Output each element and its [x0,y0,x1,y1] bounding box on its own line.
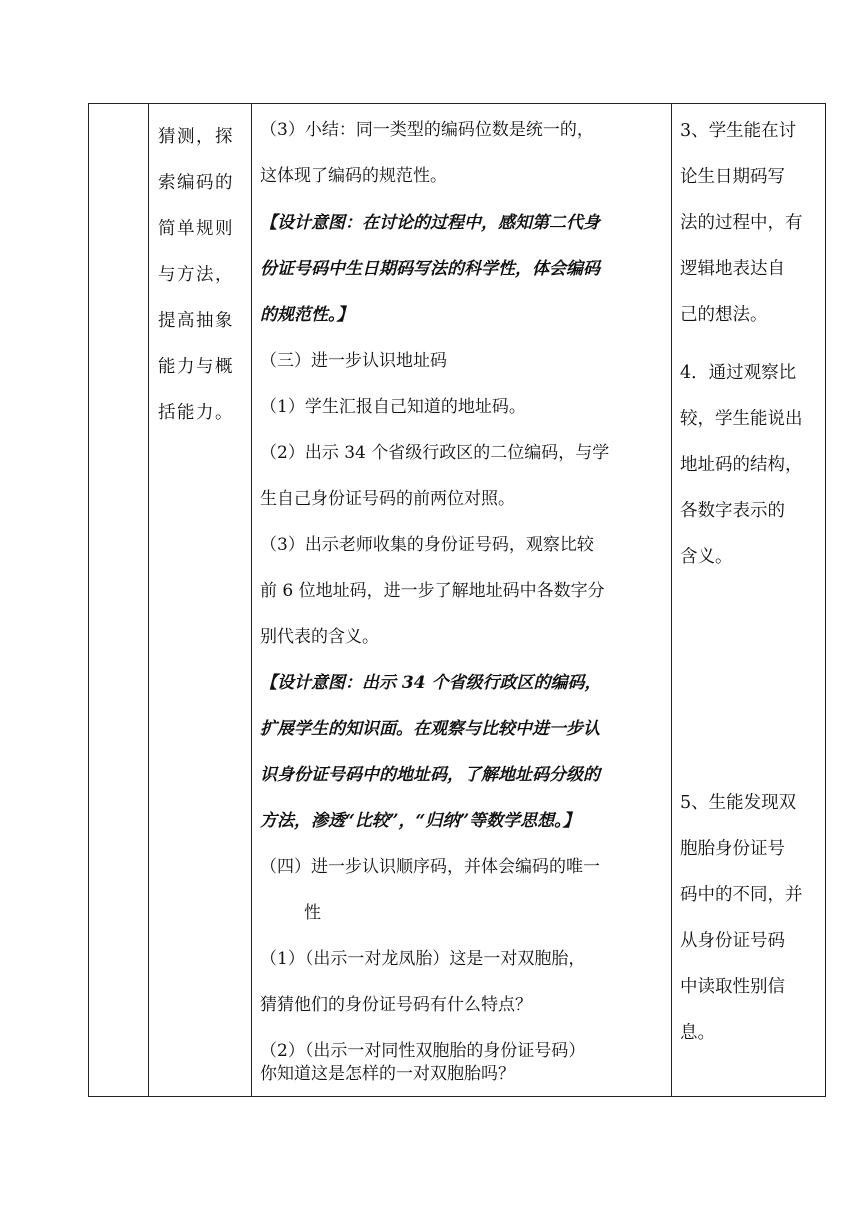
goal-line: 括能力。 [158,403,234,423]
goal-line: 与方法， [158,265,234,285]
step-line: （2）（出示一对同性双胞胎的身份证号码） [260,1041,586,1061]
evaluation-line: 5、生能发现双 [680,793,797,813]
design-intent-line: 的规范性。】 [260,305,354,325]
goal-column [149,104,252,1096]
step-line: 猜猜他们的身份证号码有什么特点？ [260,995,532,1015]
design-intent-line: 【设计意图：出示 34 个省级行政区的编码， [260,673,602,693]
evaluation-line: 己的想法。 [680,305,768,325]
design-intent-line: 份证号码中生日期码写法的科学性，体会编码 [260,259,600,279]
step-line: （3）出示老师收集的身份证号码，观察比较 [260,535,594,555]
evaluation-line: 各数字表示的 [680,501,785,521]
design-intent-line: 识身份证号码中的地址码，了解地址码分级的 [260,765,600,785]
evaluation-line: 从身份证号码 [680,931,785,951]
step-line: 你知道这是怎样的一对双胞胎吗？ [260,1064,515,1084]
step-line: （1）（出示一对龙凤胎）这是一对双胞胎， [260,949,586,969]
step-line: 前 6 位地址码，进一步了解地址码中各数字分 [260,581,605,601]
design-intent-line: 扩展学生的知识面。在观察与比较中进一步认 [260,719,600,739]
step-line: （2）出示 34 个省级行政区的二位编码，与学 [260,443,610,463]
process-column [252,104,672,1096]
evaluation-line: 逻辑地表达自 [680,259,785,279]
evaluation-line: 4．通过观察比 [680,363,797,383]
goal-text [158,114,248,436]
section-heading-continuation: 性 [304,903,321,923]
goal-line: 能力与概 [158,357,234,377]
evaluation-line: 法的过程中，有 [680,213,803,233]
evaluation-line: 码中的不同，并 [680,885,803,905]
lesson-plan-table [88,103,826,1097]
evaluation-line: 较，学生能说出 [680,409,803,429]
evaluation-line: 胞胎身份证号 [680,839,785,859]
evaluation-item-5 [680,780,828,1056]
section-heading: （四）进一步认识顺序码，并体会编码的唯一 [260,857,600,877]
evaluation-line: 论生日期码写 [680,167,785,187]
summary-line: （3）小结：同一类型的编码位数是统一的， [260,120,594,140]
evaluation-item-4 [680,350,828,580]
goal-line: 猜测，探 [158,127,234,147]
design-intent-line: 方法，渗透“比较”，“归纳”等数学思想。】 [260,811,580,831]
goal-line: 提高抽象 [158,311,234,331]
evaluation-line: 中读取性别信 [680,977,785,997]
summary-line: 这体现了编码的规范性。 [260,166,447,186]
design-intent-line: 【设计意图：在讨论的过程中，感知第二代身 [260,213,600,233]
evaluation-line: 地址码的结构， [680,455,803,475]
goal-line: 索编码的 [158,173,234,193]
step-line: 别代表的含义。 [260,627,379,647]
evaluation-line: 含义。 [680,547,733,567]
step-line: （1）学生汇报自己知道的地址码。 [260,397,526,417]
evaluation-column [672,104,825,1096]
evaluation-item-3 [680,108,828,338]
blank-column [89,104,149,1096]
goal-line: 简单规则 [158,219,234,239]
section-heading: （三）进一步认识地址码 [260,351,447,371]
evaluation-line: 3、学生能在讨 [680,121,797,141]
step-line: 生自己身份证号码的前两位对照。 [260,489,515,509]
evaluation-line: 息。 [680,1023,715,1043]
